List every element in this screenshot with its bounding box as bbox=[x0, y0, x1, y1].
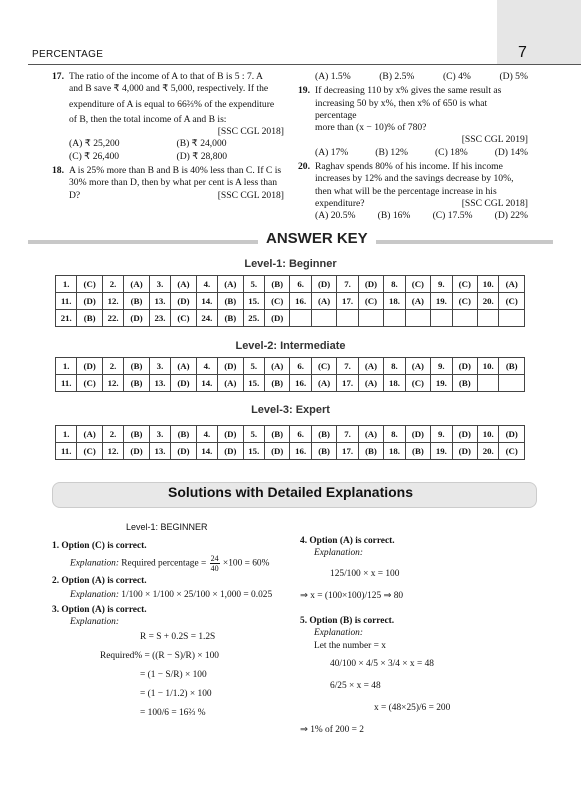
question-number-cell bbox=[384, 310, 405, 327]
step-line: 40/100 × 4/5 × 3/4 × x = 48 bbox=[330, 659, 434, 669]
answer-cell: (C) bbox=[264, 293, 289, 310]
question-number-cell: 25. bbox=[243, 310, 264, 327]
question-line: expenditure of A is equal to 66⅔% of the expenditure bbox=[69, 98, 275, 110]
question-number-cell: 13. bbox=[149, 375, 170, 392]
answer-cell bbox=[311, 310, 336, 327]
answer-cell: (A) bbox=[218, 276, 243, 293]
solutions-left-column bbox=[52, 521, 292, 723]
explanation-text: 1/100 × 1/100 × 25/100 × 1,000 = 0.025 bbox=[121, 590, 273, 600]
answer-cell: (A) bbox=[218, 375, 243, 392]
answer-cell: (C) bbox=[311, 358, 336, 375]
answer-row bbox=[56, 426, 525, 443]
question-number-cell: 12. bbox=[102, 375, 123, 392]
question-number-cell: 12. bbox=[102, 443, 123, 460]
step-line: x = (48×25)/6 = 200 bbox=[374, 703, 451, 713]
question-number-cell: 6. bbox=[290, 358, 311, 375]
question-number-cell: 15. bbox=[243, 293, 264, 310]
question-number-cell: 14. bbox=[196, 375, 217, 392]
question-number-cell: 9. bbox=[431, 426, 452, 443]
question-number-cell bbox=[478, 310, 499, 327]
question-number-cell: 24. bbox=[196, 310, 217, 327]
question-number-cell: 23. bbox=[149, 310, 170, 327]
step-line: = (1 − S/R) × 100 bbox=[140, 670, 207, 680]
step-line: Required% = ((R − S)/R) × 100 bbox=[100, 651, 219, 661]
question-number-cell: 3. bbox=[149, 358, 170, 375]
answer-cell: (A) bbox=[311, 293, 336, 310]
question-number-cell: 8. bbox=[384, 358, 405, 375]
question-number-cell bbox=[290, 310, 311, 327]
answer-cell: (D) bbox=[358, 276, 383, 293]
question-number-cell: 2. bbox=[102, 426, 123, 443]
answer-cell: (A) bbox=[405, 293, 430, 310]
option: (C) 18% bbox=[434, 146, 468, 158]
question-number-cell: 6. bbox=[290, 276, 311, 293]
answer-cell: (C) bbox=[405, 276, 430, 293]
answer-cell: (B) bbox=[218, 310, 243, 327]
question-number-cell: 8. bbox=[384, 276, 405, 293]
answer-row bbox=[56, 358, 525, 375]
question-number-cell: 6. bbox=[290, 426, 311, 443]
question-number-cell: 4. bbox=[196, 358, 217, 375]
explanation-label: Explanation: bbox=[70, 558, 119, 569]
answer-cell: (C) bbox=[405, 375, 430, 392]
option: (D) ₹ 28,800 bbox=[176, 150, 228, 162]
options bbox=[315, 210, 528, 222]
option: (D) 14% bbox=[494, 146, 528, 158]
question-number-cell: 2. bbox=[102, 358, 123, 375]
answer-cell: (A) bbox=[358, 375, 383, 392]
question-number-cell: 17. bbox=[337, 293, 358, 310]
question-number-cell: 10. bbox=[478, 276, 499, 293]
option: (B) 16% bbox=[377, 210, 411, 222]
answer-cell: (D) bbox=[171, 293, 196, 310]
answer-cell: (D) bbox=[77, 293, 102, 310]
question-number-cell: 20. bbox=[478, 443, 499, 460]
answer-cell: (C) bbox=[452, 293, 477, 310]
solution-2-explanation bbox=[52, 589, 292, 601]
level-2-title: Level-2: Intermediate bbox=[235, 340, 346, 352]
answer-cell: (B) bbox=[124, 293, 149, 310]
answer-cell: (C) bbox=[77, 276, 102, 293]
questions-right-column bbox=[298, 71, 528, 225]
question-number-cell: 17. bbox=[337, 375, 358, 392]
answer-cell: (D) bbox=[124, 310, 149, 327]
question-line: The ratio of the income of A to that of B is 5 : 7. A bbox=[69, 71, 263, 82]
answer-cell: (B) bbox=[264, 375, 289, 392]
answer-row bbox=[56, 276, 525, 293]
answer-row bbox=[56, 375, 525, 392]
question-line: and B save ₹ 4,000 and ₹ 5,000, respectively. If the bbox=[69, 83, 269, 95]
question-number-cell: 11. bbox=[56, 375, 77, 392]
answer-cell: (B) bbox=[124, 426, 149, 443]
question-number-cell: 15. bbox=[243, 375, 264, 392]
question-number-cell: 13. bbox=[149, 443, 170, 460]
question-number-cell: 16. bbox=[290, 375, 311, 392]
answer-cell: (C) bbox=[358, 293, 383, 310]
answer-cell: (A) bbox=[499, 276, 525, 293]
solution-4-steps bbox=[300, 563, 540, 607]
questions-left-column bbox=[52, 71, 284, 204]
question-number-cell: 1. bbox=[56, 358, 77, 375]
answer-cell: (D) bbox=[264, 310, 289, 327]
question-number-cell: 14. bbox=[196, 443, 217, 460]
question-line: more than (x − 10)% of 780? bbox=[315, 122, 427, 134]
question-number-cell: 14. bbox=[196, 293, 217, 310]
answer-cell: (C) bbox=[77, 443, 102, 460]
answer-table-level-3 bbox=[55, 425, 525, 460]
question-source: [SSC CGL 2018] bbox=[461, 197, 528, 209]
answer-key-title: ANSWER KEY bbox=[258, 230, 376, 247]
question-number-cell: 11. bbox=[56, 443, 77, 460]
answer-row bbox=[56, 443, 525, 460]
solution-1-heading: 1. Option (C) is correct. bbox=[52, 541, 147, 551]
answer-key-band bbox=[28, 230, 553, 250]
answer-cell: (A) bbox=[77, 426, 102, 443]
question-number-cell bbox=[431, 310, 452, 327]
question-number-cell: 2. bbox=[102, 276, 123, 293]
option: (B) ₹ 24,000 bbox=[176, 138, 227, 150]
question-number-cell: 1. bbox=[56, 276, 77, 293]
answer-cell: (D) bbox=[264, 443, 289, 460]
option: (B) 12% bbox=[375, 146, 409, 158]
option: (A) 1.5% bbox=[315, 71, 351, 82]
answer-cell: (B) bbox=[77, 310, 102, 327]
answer-cell: (C) bbox=[452, 276, 477, 293]
question-number: 17. bbox=[52, 71, 64, 82]
option: (B) 2.5% bbox=[379, 71, 415, 82]
step-line: ⇒ 1% of 200 = 2 bbox=[300, 725, 364, 735]
question-number-cell: 1. bbox=[56, 426, 77, 443]
explanation-label: Explanation: bbox=[314, 548, 363, 558]
question-number-cell: 5. bbox=[243, 276, 264, 293]
question-line: D? bbox=[69, 189, 81, 201]
step-line: 125/100 × x = 100 bbox=[330, 569, 400, 579]
solutions-right-column bbox=[300, 535, 540, 741]
question-line: of B, then the total income of A and B is: bbox=[69, 113, 227, 125]
question-18-options bbox=[298, 71, 528, 83]
question-number-cell: 10. bbox=[478, 358, 499, 375]
answer-cell: (C) bbox=[499, 293, 525, 310]
answer-cell: (D) bbox=[452, 358, 477, 375]
question-line: Raghav spends 80% of his income. If his income bbox=[315, 161, 503, 173]
option: (D) 22% bbox=[494, 210, 528, 222]
page-number: 7 bbox=[518, 44, 527, 61]
option: (C) 17.5% bbox=[432, 210, 473, 222]
chapter-title: PERCENTAGE bbox=[32, 49, 104, 60]
option: (A) ₹ 25,200 bbox=[69, 138, 120, 150]
answer-cell: (B) bbox=[358, 443, 383, 460]
question-number: 18. bbox=[52, 165, 64, 177]
options bbox=[315, 71, 528, 83]
answer-cell: (A) bbox=[124, 276, 149, 293]
question-number-cell: 9. bbox=[431, 358, 452, 375]
answer-cell: (D) bbox=[218, 443, 243, 460]
answer-table-level-1 bbox=[55, 275, 525, 327]
answer-cell: (D) bbox=[311, 276, 336, 293]
answer-cell: (B) bbox=[264, 276, 289, 293]
options bbox=[69, 138, 284, 163]
question-source: [SSC CGL 2018] bbox=[217, 126, 284, 138]
answer-cell: (A) bbox=[264, 358, 289, 375]
numerator: 24 bbox=[210, 554, 219, 563]
question-17 bbox=[52, 71, 284, 163]
option: (C) 4% bbox=[442, 71, 471, 82]
question-number-cell: 3. bbox=[149, 276, 170, 293]
explanation-label: Explanation: bbox=[70, 617, 119, 627]
answer-cell: (A) bbox=[171, 276, 196, 293]
question-number-cell bbox=[337, 310, 358, 327]
answer-cell: (B) bbox=[264, 426, 289, 443]
option: (D) 5% bbox=[499, 71, 528, 82]
answer-cell: (D) bbox=[452, 443, 477, 460]
question-number-cell: 18. bbox=[384, 293, 405, 310]
answer-cell: (D) bbox=[218, 358, 243, 375]
answer-cell: (A) bbox=[311, 375, 336, 392]
step-line: ⇒ x = (100×100)/125 ⇒ 80 bbox=[300, 591, 404, 601]
question-number-cell: 7. bbox=[337, 276, 358, 293]
answer-cell bbox=[405, 310, 430, 327]
options bbox=[315, 147, 528, 159]
step-line: R = S + 0.2S = 1.2S bbox=[140, 632, 216, 642]
answer-row bbox=[56, 310, 525, 327]
answer-cell: (B) bbox=[405, 443, 430, 460]
answer-cell bbox=[358, 310, 383, 327]
step-line: = 100/6 = 16⅔ % bbox=[140, 708, 206, 718]
question-source: [SSC CGL 2018] bbox=[217, 189, 284, 201]
answer-cell: (D) bbox=[171, 443, 196, 460]
answer-cell: (B) bbox=[124, 375, 149, 392]
answer-cell: (D) bbox=[405, 426, 430, 443]
answer-cell: (B) bbox=[311, 443, 336, 460]
question-number-cell: 10. bbox=[478, 426, 499, 443]
answer-cell: (D) bbox=[171, 375, 196, 392]
question-number-cell: 19. bbox=[431, 375, 452, 392]
question-number: 19. bbox=[298, 85, 310, 97]
question-number-cell: 15. bbox=[243, 443, 264, 460]
question-number-cell bbox=[478, 375, 499, 392]
question-line: increases by 12% and the savings decrease by 10%, bbox=[315, 173, 514, 185]
question-number-cell: 22. bbox=[102, 310, 123, 327]
question-number-cell: 19. bbox=[431, 443, 452, 460]
question-line: A is 25% more than B and B is 40% less than C. If C is bbox=[69, 165, 282, 177]
answer-row bbox=[56, 293, 525, 310]
answer-cell: (B) bbox=[452, 375, 477, 392]
answer-cell: (D) bbox=[124, 443, 149, 460]
explanation-label: Explanation: bbox=[314, 628, 363, 638]
solution-5-steps bbox=[300, 639, 540, 741]
explanation-text: Required percentage = bbox=[121, 558, 207, 569]
answer-cell: (C) bbox=[77, 375, 102, 392]
level-1-title: Level-1: Beginner bbox=[244, 258, 337, 270]
step-line: Let the number = x bbox=[314, 641, 386, 651]
question-number-cell: 20. bbox=[478, 293, 499, 310]
option: (A) 20.5% bbox=[315, 210, 356, 222]
question-number-cell: 7. bbox=[337, 426, 358, 443]
solution-4-heading: 4. Option (A) is correct. bbox=[300, 536, 395, 546]
step-line: 6/25 × x = 48 bbox=[330, 681, 381, 691]
question-number-cell: 16. bbox=[290, 293, 311, 310]
answer-cell: (B) bbox=[218, 293, 243, 310]
level-3-title: Level-3: Expert bbox=[251, 404, 330, 416]
question-number-cell: 16. bbox=[290, 443, 311, 460]
answer-cell: (A) bbox=[405, 358, 430, 375]
question-number-cell: 17. bbox=[337, 443, 358, 460]
answer-cell bbox=[499, 375, 525, 392]
level-label: Level-1: BEGINNER bbox=[126, 522, 208, 532]
explanation-label: Explanation: bbox=[70, 590, 119, 600]
question-line: If decreasing 110 by x% gives the same result as bbox=[315, 85, 502, 97]
solution-1-explanation bbox=[52, 554, 292, 573]
denominator: 40 bbox=[210, 564, 219, 573]
answer-cell: (C) bbox=[499, 443, 525, 460]
fraction bbox=[210, 554, 220, 573]
answer-cell: (B) bbox=[499, 358, 525, 375]
solution-3-steps bbox=[52, 628, 292, 723]
question-number-cell: 4. bbox=[196, 426, 217, 443]
option: (A) 17% bbox=[315, 146, 349, 158]
question-number-cell: 18. bbox=[384, 443, 405, 460]
question-line: then what will be the percentage increase in his bbox=[315, 185, 497, 197]
answer-cell: (A) bbox=[358, 358, 383, 375]
question-number-cell: 21. bbox=[56, 310, 77, 327]
answer-cell: (D) bbox=[77, 358, 102, 375]
answer-cell: (B) bbox=[311, 426, 336, 443]
answer-cell: (D) bbox=[218, 426, 243, 443]
question-number-cell: 12. bbox=[102, 293, 123, 310]
solution-5-heading: 5. Option (B) is correct. bbox=[300, 616, 395, 626]
answer-cell: (A) bbox=[358, 426, 383, 443]
question-number-cell: 4. bbox=[196, 276, 217, 293]
question-20 bbox=[298, 161, 528, 222]
question-number-cell: 18. bbox=[384, 375, 405, 392]
answer-cell: (D) bbox=[452, 426, 477, 443]
answer-cell bbox=[499, 310, 525, 327]
header-rule bbox=[28, 64, 581, 65]
answer-cell bbox=[452, 310, 477, 327]
solution-3-heading: 3. Option (A) is correct. bbox=[52, 605, 147, 615]
question-number: 20. bbox=[298, 161, 310, 173]
question-number-cell: 3. bbox=[149, 426, 170, 443]
answer-cell: (A) bbox=[171, 358, 196, 375]
question-number-cell: 9. bbox=[431, 276, 452, 293]
question-line: increasing 50 by x%, then x% of 650 is what percentage bbox=[315, 97, 488, 121]
answer-cell: (C) bbox=[171, 310, 196, 327]
answer-cell: (D) bbox=[499, 426, 525, 443]
question-number-cell: 11. bbox=[56, 293, 77, 310]
question-line: expenditure? bbox=[315, 197, 365, 209]
question-number-cell: 8. bbox=[384, 426, 405, 443]
answer-table-level-2 bbox=[55, 357, 525, 392]
question-source: [SSC CGL 2019] bbox=[461, 134, 528, 146]
question-number-cell: 7. bbox=[337, 358, 358, 375]
step-line: = (1 − 1/1.2) × 100 bbox=[140, 689, 212, 699]
question-number-cell: 5. bbox=[243, 358, 264, 375]
explanation-result: ×100 = 60% bbox=[222, 558, 270, 569]
question-19 bbox=[298, 85, 528, 159]
page-header bbox=[0, 0, 581, 66]
question-number-cell: 5. bbox=[243, 426, 264, 443]
answer-cell: (B) bbox=[171, 426, 196, 443]
answer-cell: (B) bbox=[124, 358, 149, 375]
question-18 bbox=[52, 165, 284, 202]
option: (C) ₹ 26,400 bbox=[69, 150, 120, 162]
solutions-title: Solutions with Detailed Explanations bbox=[167, 484, 414, 500]
solution-2-heading: 2. Option (A) is correct. bbox=[52, 576, 147, 586]
question-line: 30% more than D, then by what per cent is A less than bbox=[69, 177, 278, 189]
corner-tab bbox=[497, 0, 581, 64]
question-number-cell: 13. bbox=[149, 293, 170, 310]
question-number-cell: 19. bbox=[431, 293, 452, 310]
